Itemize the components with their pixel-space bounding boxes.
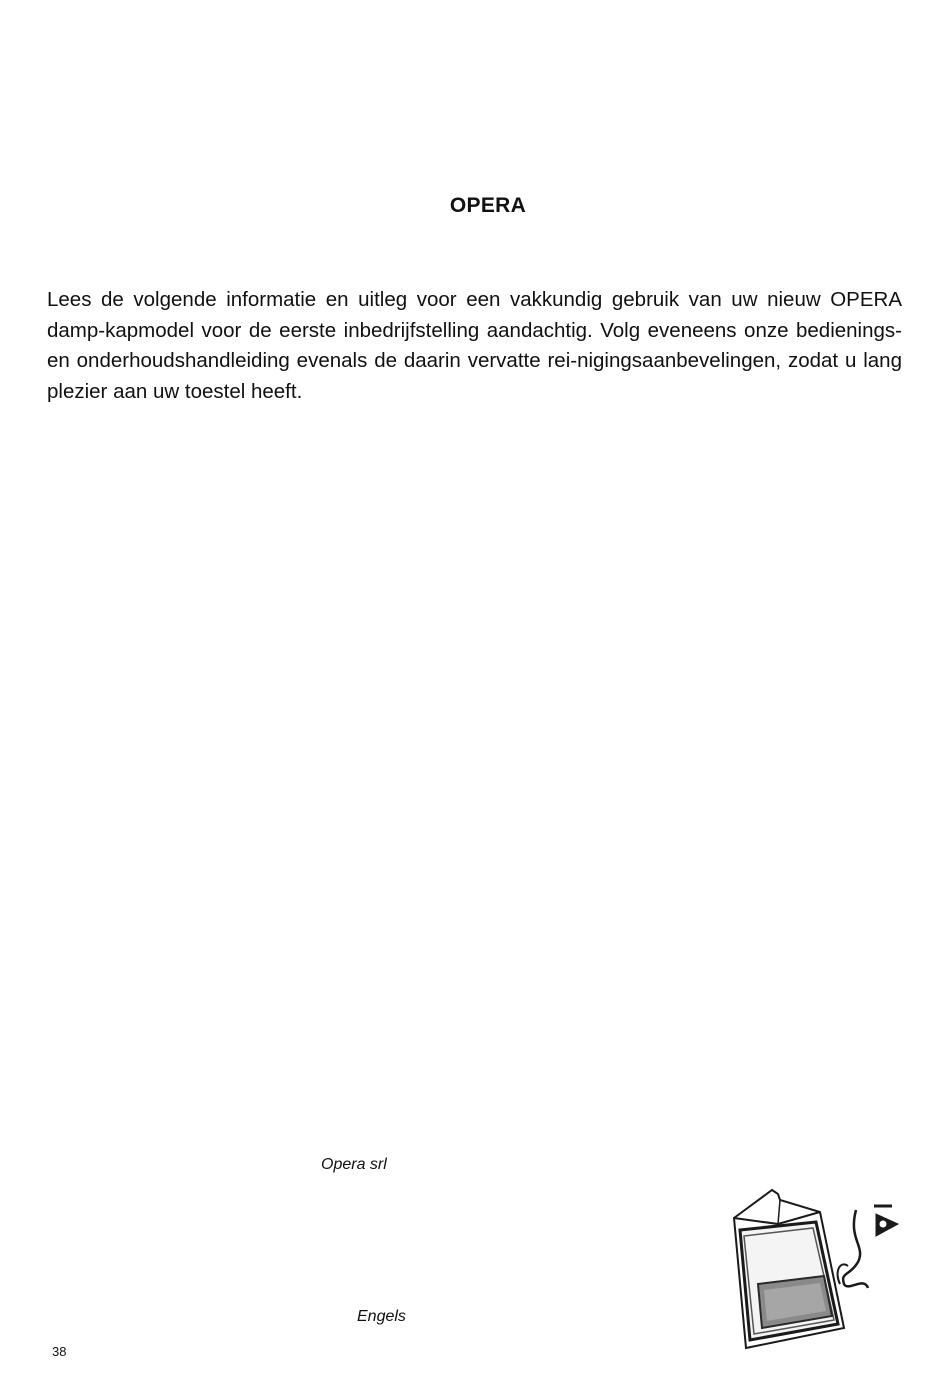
company-name: Opera srl	[321, 1156, 387, 1173]
page-number: 38	[52, 1344, 67, 1359]
manual-reading-icon	[720, 1180, 910, 1360]
page-title: OPERA	[449, 194, 527, 217]
language-label: Engels	[357, 1308, 406, 1325]
intro-paragraph: Lees de volgende informatie en uitleg voor een vakkundig gebruik van uw nieuw OPERA damp-kapmodel voor de eerste inbedrijfstelling aandachtig. Volg eveneens onze bedienings- en onderhoudshandleiding evenals de daarin vervatte rei-nigingsaanbevelingen, zodat u lang plezier aan uw toestel heeft.	[47, 288, 902, 403]
